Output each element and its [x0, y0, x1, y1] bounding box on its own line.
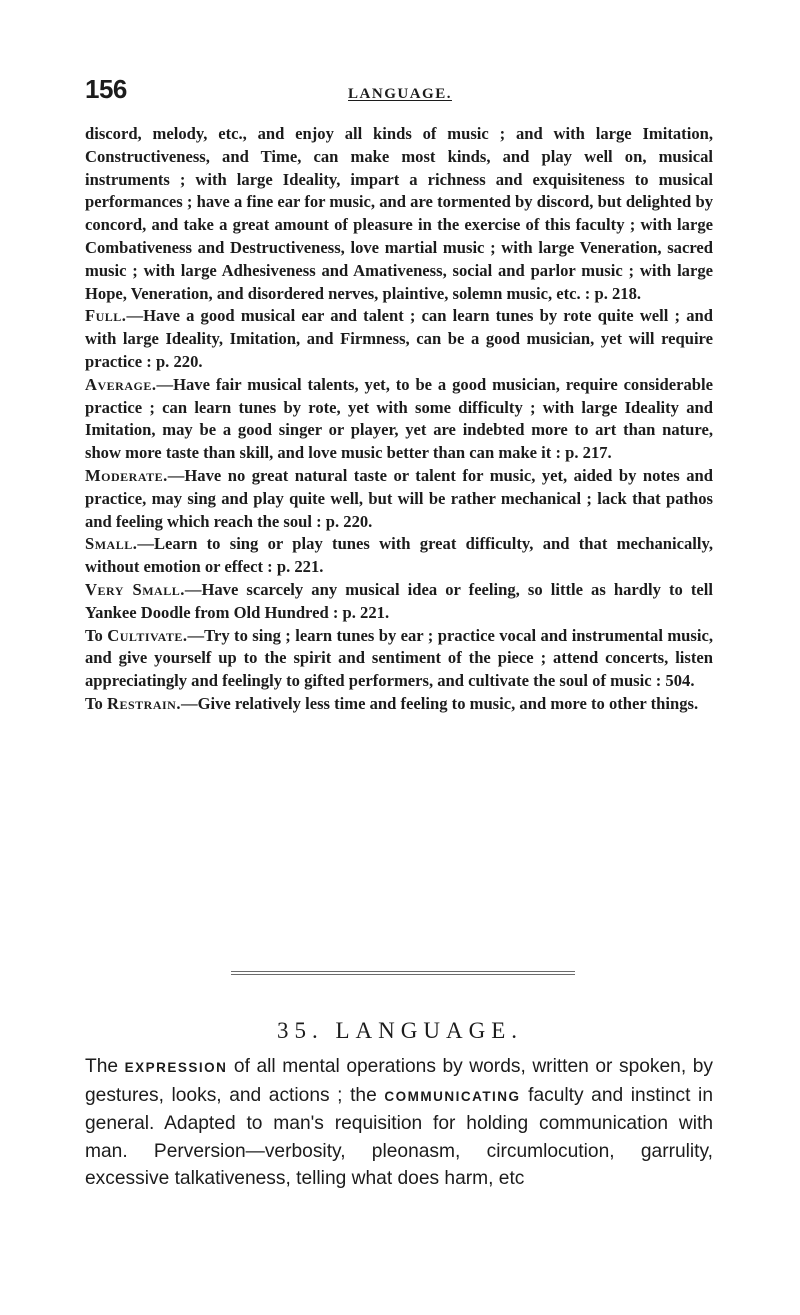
entry-label: Average. [85, 374, 157, 394]
definition-term: COMMUNICATING [384, 1088, 521, 1104]
entry-prefix: To [85, 625, 108, 645]
entry-label: Very Small. [85, 579, 185, 599]
definition-term: EXPRESSION [124, 1060, 228, 1075]
entry-text: —Have a good musical ear and talent ; can learn tunes by rote quite well ; and with large Ideality, Imitation, and Firmness, can be a good musician, yet will require practice : p. 220. [85, 306, 713, 371]
entry-text: —Try to sing ; learn tunes by ear ; practice vocal and instrumental music, and give yourself up to the spirit and sentiment of the piece ; attend concerts, listen appreciatingly and feelingly to gifted performers, and cultivate the soul of music : 504. [85, 625, 713, 691]
entry-label: Moderate. [85, 465, 168, 485]
entry-small [85, 533, 713, 579]
entry-to-cultivate [85, 625, 713, 693]
section-heading: 35. LANGUAGE. [276, 1018, 523, 1043]
language-definition-paragraph [85, 1053, 713, 1193]
music-section-text [85, 123, 713, 716]
entry-text: —Have fair musical talents, yet, to be a good musician, require considerable practice ; can learn tunes by rote, yet with some difficulty ; with large Ideality and Imitation, may be a good singer or player, yet are indebted more to art than nature, show more taste than skill, and love music better than can make it : p. 217. [85, 374, 713, 463]
entry-label: Small. [85, 534, 138, 554]
entry-text: —Have no great natural taste or talent for music, yet, aided by notes and practice, may sing and play quite well, but will be rather mechanical ; lack that pathos and feeling which reach the soul : p. 220. [85, 465, 713, 531]
entry-label: Restrain. [107, 693, 181, 713]
page-number: 156 [85, 74, 127, 104]
entry-text: —Give relatively less time and feeling to music, and more to other things. [180, 693, 699, 713]
page-header [0, 74, 800, 114]
entry-text: —Learn to sing or play tunes with great difficulty, and that mechanically, without emotion or effect : p. 221. [85, 534, 713, 577]
definition-text: faculty and instinct in general. Adapted to man's requisition for holding communication with man. Perversion—verbosity, pleonasm, circumlocution, garrulity, excessive talkativeness, telling what does harm, etc [85, 1084, 713, 1190]
entry-very-small [85, 579, 713, 625]
entry-average [85, 374, 713, 465]
entry-prefix: To [85, 693, 107, 713]
entry-label: Cultivate. [107, 625, 188, 645]
entry-full [85, 305, 713, 373]
running-head: LANGUAGE. [348, 86, 452, 102]
entry-moderate [85, 465, 713, 533]
entry-to-restrain [85, 693, 713, 716]
definition-text: The [85, 1056, 125, 1077]
entry-text: —Have scarcely any musical idea or feeling, so little as hardly to tell Yankee Doodle from Old Hundred : p. 221. [85, 579, 713, 622]
music-continuation-paragraph: discord, melody, etc., and enjoy all kinds of music ; and with large Imitation, Constructiveness, and Time, can make most kinds, and play well on, musical instruments ; with large Ideality, impart a richness and exquisiteness to musical performances ; have a fine ear for music, and are tormented by discord, but delighted by concord, and take a great amount of pleasure in the exercise of this faculty ; with large Combativeness and Destructiveness, love martial music ; with large Veneration, sacred music ; with large Adhesiveness and Amativeness, social and parlor music ; with large Hope, Veneration, and disordered nerves, plaintive, solemn music, etc. : p. 218. [85, 124, 713, 303]
entry-label: Full. [85, 306, 127, 326]
definition-text: of all mental operations by words, written or spoken, by gestures, looks, and actions ; the [85, 1056, 713, 1106]
section-divider [231, 971, 575, 975]
